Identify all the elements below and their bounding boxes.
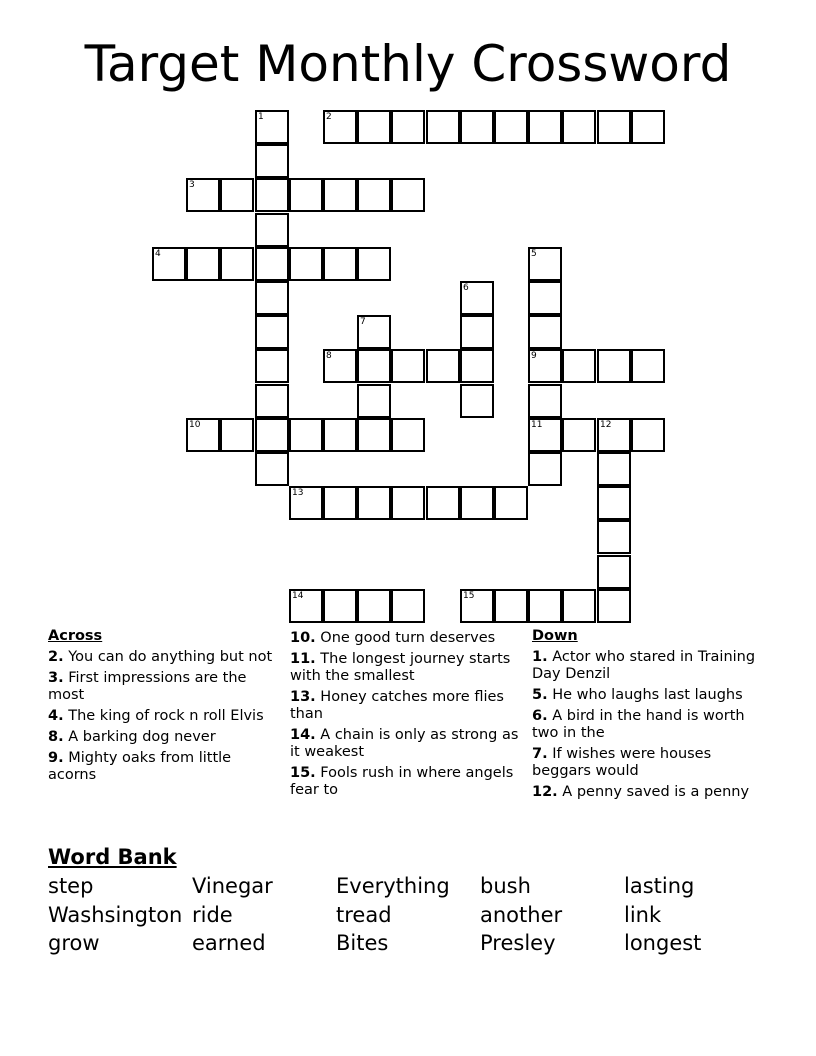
clue-text: One good turn deserves — [315, 630, 496, 646]
grid-cell[interactable] — [323, 178, 357, 212]
grid-cell[interactable] — [391, 589, 425, 623]
clue-text: A penny saved is a penny — [557, 784, 750, 800]
word-bank-item: tread — [336, 902, 392, 927]
grid-cell[interactable] — [562, 349, 596, 383]
grid-cell[interactable] — [357, 486, 391, 520]
clue-text: A chain is only as strong as it weakest — [290, 727, 519, 760]
grid-cell[interactable] — [460, 349, 494, 383]
grid-cell[interactable] — [323, 418, 357, 452]
grid-cell[interactable] — [186, 418, 220, 452]
grid-cell[interactable] — [220, 178, 254, 212]
grid-cell[interactable] — [391, 486, 425, 520]
cell-number: 14 — [292, 591, 304, 601]
grid-cell[interactable] — [357, 418, 391, 452]
grid-cell[interactable] — [391, 178, 425, 212]
grid-cell[interactable] — [357, 247, 391, 281]
grid-cell[interactable] — [391, 349, 425, 383]
word-bank-item: step — [48, 874, 94, 898]
clue-text: If wishes were houses beggars would — [532, 746, 712, 779]
grid-cell[interactable] — [597, 555, 631, 589]
grid-cell[interactable] — [255, 110, 289, 144]
grid-cell[interactable] — [562, 589, 596, 623]
clue-text: Mighty oaks from little acorns — [48, 750, 232, 783]
grid-cell[interactable] — [460, 281, 494, 315]
clue-text: Actor who stared in Training Day Denzil — [532, 649, 756, 682]
clue-number: 6. — [532, 708, 548, 724]
across-clues-continued — [290, 630, 520, 803]
across-clues — [48, 628, 273, 788]
grid-cell[interactable] — [528, 384, 562, 418]
grid-cell[interactable] — [255, 178, 289, 212]
clue — [290, 689, 520, 723]
grid-cell[interactable] — [597, 349, 631, 383]
clue-number: 12. — [532, 784, 558, 800]
clue-text: First impressions are the most — [48, 670, 247, 703]
word-bank-item: Vinegar — [192, 874, 273, 898]
grid-cell[interactable] — [597, 486, 631, 520]
clue — [48, 729, 273, 746]
word-bank-item: earned — [192, 931, 266, 955]
word-bank-item: Washsington — [48, 902, 183, 927]
grid-cell[interactable] — [494, 486, 528, 520]
grid-cell[interactable] — [186, 178, 220, 212]
grid-cell[interactable] — [426, 486, 460, 520]
clue-number: 5. — [532, 687, 548, 703]
grid-cell[interactable] — [460, 589, 494, 623]
cell-number: 15 — [463, 591, 475, 601]
grid-cell[interactable] — [289, 486, 323, 520]
cell-number: 9 — [531, 351, 537, 361]
cell-number: 11 — [531, 420, 543, 430]
grid-cell[interactable] — [357, 315, 391, 349]
clue — [48, 670, 273, 704]
grid-cell[interactable] — [357, 110, 391, 144]
word-bank-item: lasting — [624, 874, 695, 898]
word-bank-item: grow — [48, 931, 100, 955]
grid-cell[interactable] — [460, 110, 494, 144]
cell-number: 10 — [189, 420, 201, 430]
grid-cell[interactable] — [289, 247, 323, 281]
clue-number: 4. — [48, 708, 64, 724]
grid-cell[interactable] — [220, 247, 254, 281]
word-bank-title: Word Bank — [48, 845, 177, 869]
grid-cell[interactable] — [494, 110, 528, 144]
grid-cell[interactable] — [255, 452, 289, 486]
cell-number: 4 — [155, 249, 161, 259]
grid-cell[interactable] — [426, 349, 460, 383]
word-bank-item: link — [624, 902, 662, 927]
cell-number: 5 — [531, 249, 537, 259]
grid-cell[interactable] — [357, 589, 391, 623]
grid-cell[interactable] — [460, 486, 494, 520]
grid-cell[interactable] — [255, 349, 289, 383]
clue-text: A barking dog never — [63, 729, 216, 745]
cell-number: 2 — [326, 112, 332, 122]
page-title: Target Monthly Crossword — [84, 35, 732, 93]
word-bank-item: Presley — [480, 931, 556, 955]
grid-cell[interactable] — [528, 589, 562, 623]
grid-cell[interactable] — [391, 418, 425, 452]
grid-cell[interactable] — [289, 178, 323, 212]
word-bank-item: bush — [480, 874, 531, 898]
grid-cell[interactable] — [597, 520, 631, 554]
clue — [290, 727, 520, 761]
grid-cell[interactable] — [255, 315, 289, 349]
clue-number: 2. — [48, 649, 64, 665]
clue-number: 13. — [290, 689, 316, 705]
grid-cell[interactable] — [323, 589, 357, 623]
word-bank-item: another — [480, 902, 563, 927]
grid-cell[interactable] — [255, 144, 289, 178]
grid-cell[interactable] — [220, 418, 254, 452]
clue-number: 3. — [48, 670, 64, 686]
clue-number: 15. — [290, 765, 316, 781]
grid-cell[interactable] — [562, 110, 596, 144]
word-bank-item: ride — [192, 902, 233, 927]
cell-number: 12 — [600, 420, 612, 430]
cell-number: 8 — [326, 351, 332, 361]
grid-cell[interactable] — [152, 247, 186, 281]
down-header: Down — [532, 628, 578, 644]
clue-text: Fools rush in where angels fear to — [290, 765, 514, 798]
down-clues — [532, 628, 767, 805]
clue — [532, 784, 767, 801]
clue — [48, 750, 273, 784]
grid-cell[interactable] — [528, 281, 562, 315]
clue-text: The king of rock n roll Elvis — [63, 708, 264, 724]
grid-cell[interactable] — [323, 486, 357, 520]
grid-cell[interactable] — [357, 384, 391, 418]
word-bank-item: Everything — [336, 874, 450, 898]
grid-cell[interactable] — [631, 418, 665, 452]
clue — [532, 687, 767, 704]
across-header: Across — [48, 628, 103, 644]
clue — [532, 708, 767, 742]
clue-number: 7. — [532, 746, 548, 762]
clue-text: The longest journey starts with the smallest — [290, 651, 511, 684]
clue-text: A bird in the hand is worth two in the — [532, 708, 745, 741]
grid-cell[interactable] — [631, 110, 665, 144]
grid-cell[interactable] — [528, 418, 562, 452]
clue-number: 8. — [48, 729, 64, 745]
grid-cell[interactable] — [255, 384, 289, 418]
grid-cell[interactable] — [323, 349, 357, 383]
grid-cell[interactable] — [460, 384, 494, 418]
clue-text: Honey catches more flies than — [290, 689, 504, 722]
grid-cell[interactable] — [357, 178, 391, 212]
grid-cell[interactable] — [528, 110, 562, 144]
grid-cell[interactable] — [391, 110, 425, 144]
word-bank-item: longest — [624, 931, 702, 955]
word-bank-item: Bites — [336, 931, 389, 955]
grid-cell[interactable] — [255, 281, 289, 315]
clue — [532, 746, 767, 780]
clue — [290, 651, 520, 685]
cell-number: 1 — [258, 112, 264, 122]
grid-cell[interactable] — [597, 452, 631, 486]
clue — [48, 649, 273, 666]
cell-number: 7 — [360, 317, 366, 327]
grid-cell[interactable] — [597, 110, 631, 144]
grid-cell[interactable] — [186, 247, 220, 281]
grid-cell[interactable] — [357, 349, 391, 383]
cell-number: 3 — [189, 180, 195, 190]
grid-cell[interactable] — [528, 349, 562, 383]
clue-number: 9. — [48, 750, 64, 766]
grid-cell[interactable] — [562, 418, 596, 452]
grid-cell[interactable] — [528, 452, 562, 486]
grid-cell[interactable] — [255, 418, 289, 452]
cell-number: 13 — [292, 488, 304, 498]
grid-cell[interactable] — [323, 247, 357, 281]
grid-cell[interactable] — [255, 213, 289, 247]
clue-text: You can do anything but not — [63, 649, 273, 665]
clue — [48, 708, 273, 725]
clue-number: 1. — [532, 649, 548, 665]
grid-cell[interactable] — [289, 589, 323, 623]
grid-cell[interactable] — [323, 110, 357, 144]
grid-cell[interactable] — [631, 349, 665, 383]
grid-cell[interactable] — [494, 589, 528, 623]
cell-number: 6 — [463, 283, 469, 293]
grid-cell[interactable] — [597, 418, 631, 452]
clue — [532, 649, 767, 683]
clue — [290, 630, 520, 647]
grid-cell[interactable] — [460, 315, 494, 349]
word-bank — [48, 872, 768, 958]
grid-cell[interactable] — [289, 418, 323, 452]
grid-cell[interactable] — [426, 110, 460, 144]
clue — [290, 765, 520, 799]
clue-text: He who laughs last laughs — [547, 687, 743, 703]
grid-cell[interactable] — [597, 589, 631, 623]
clue-number: 14. — [290, 727, 316, 743]
grid-cell[interactable] — [528, 315, 562, 349]
clue-number: 11. — [290, 651, 316, 667]
grid-cell[interactable] — [528, 247, 562, 281]
clue-number: 10. — [290, 630, 316, 646]
grid-cell[interactable] — [255, 247, 289, 281]
